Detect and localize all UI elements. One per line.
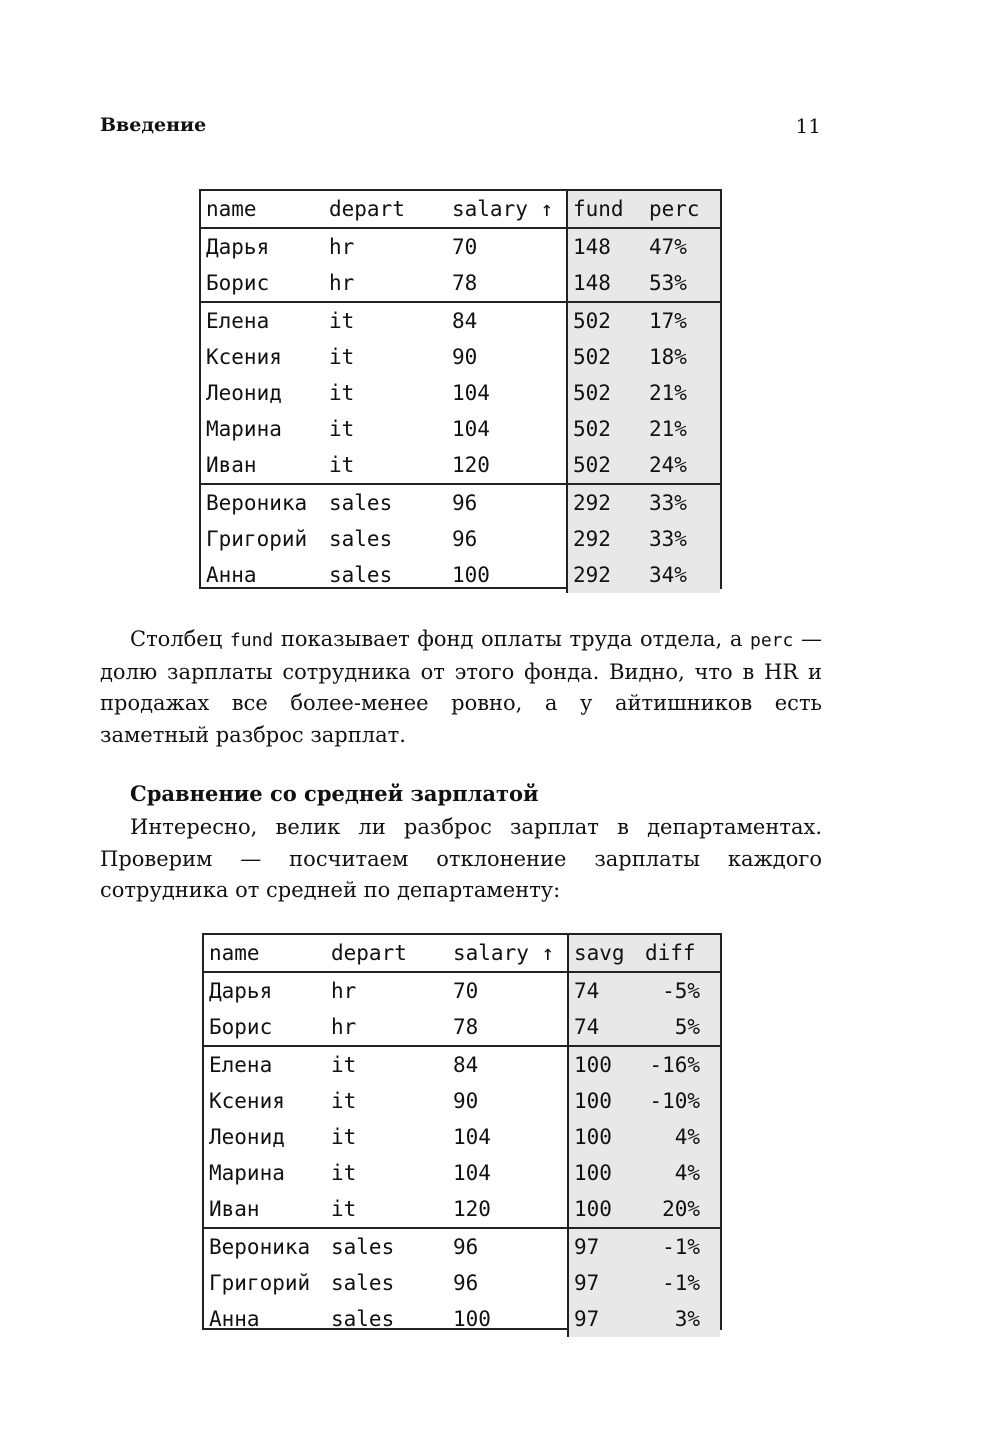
cell-diff: -1%	[640, 1228, 720, 1265]
cell-name: Дарья	[206, 235, 270, 259]
column-header: perc	[644, 191, 720, 228]
cell-savg: 97	[568, 1228, 640, 1265]
cell-depart: hr	[329, 235, 355, 259]
cell-depart: it	[331, 1197, 357, 1221]
cell-salary: 120	[452, 453, 490, 477]
table-row	[201, 484, 720, 521]
cell-name: Борис	[209, 1015, 273, 1039]
cell-salary: 90	[453, 1089, 479, 1113]
cell-savg: 100	[568, 1119, 640, 1155]
table-row	[201, 265, 720, 302]
cell-fund: 502	[567, 447, 644, 484]
cell-fund: 502	[567, 375, 644, 411]
cell-salary: 70	[452, 235, 478, 259]
cell-diff: 5%	[640, 1009, 720, 1046]
column-header: fund	[567, 191, 644, 228]
cell-depart: sales	[331, 1307, 395, 1331]
cell-fund: 292	[567, 521, 644, 557]
column-header: diff	[640, 935, 720, 972]
cell-diff: -10%	[640, 1083, 720, 1119]
cell-depart: it	[329, 345, 355, 369]
cell-savg: 100	[568, 1046, 640, 1083]
table-row	[204, 1046, 720, 1083]
cell-name: Иван	[206, 453, 257, 477]
cell-salary: 96	[447, 484, 567, 521]
cell-perc: 33%	[644, 484, 720, 521]
table-header-row	[201, 191, 720, 228]
cell-name: Григорий	[209, 1271, 311, 1295]
cell-diff: 4%	[640, 1155, 720, 1191]
cell-salary: 78	[453, 1015, 479, 1039]
cell-perc: 53%	[644, 265, 720, 302]
cell-depart: hr	[331, 1015, 357, 1039]
table-row	[201, 557, 720, 593]
cell-savg: 74	[568, 972, 640, 1009]
cell-salary: 104	[453, 1161, 491, 1185]
table-row	[204, 1083, 720, 1119]
cell-perc: 33%	[644, 521, 720, 557]
page-number: 11	[795, 114, 821, 138]
cell-depart: hr	[329, 271, 355, 295]
cell-salary: 96	[452, 527, 478, 551]
table-row	[204, 1191, 720, 1228]
cell-name: Иван	[209, 1197, 260, 1221]
cell-name: Елена	[204, 1046, 326, 1083]
cell-salary: 104	[452, 381, 490, 405]
cell-fund: 148	[567, 228, 644, 265]
inline-code-fund: fund	[229, 630, 274, 651]
cell-name: Анна	[206, 563, 257, 587]
cell-fund: 502	[567, 411, 644, 447]
column-header: depart	[326, 935, 448, 972]
section-paragraph: Интересно, велик ли разброс зарплат в департаментах. Проверим — посчитаем отклонение зарплаты каждого сотрудника от средней по департаменту:	[100, 815, 822, 902]
fund-table-frame	[199, 189, 722, 589]
cell-perc: 21%	[644, 375, 720, 411]
cell-salary: 96	[448, 1228, 568, 1265]
column-header: savg	[568, 935, 640, 972]
inline-code-perc: perc	[749, 630, 794, 651]
column-header: depart	[324, 191, 447, 228]
cell-depart: sales	[331, 1271, 395, 1295]
cell-savg: 97	[568, 1301, 640, 1337]
table-row	[204, 1119, 720, 1155]
cell-savg: 74	[568, 1009, 640, 1046]
column-header: salary ↑	[447, 191, 567, 228]
cell-name: Вероника	[201, 484, 324, 521]
cell-perc: 34%	[644, 557, 720, 593]
table-row	[201, 339, 720, 375]
cell-perc: 24%	[644, 447, 720, 484]
table-row	[201, 447, 720, 484]
cell-depart: sales	[324, 484, 447, 521]
cell-depart: it	[329, 417, 355, 441]
cell-salary: 100	[453, 1307, 491, 1331]
cell-savg: 100	[568, 1083, 640, 1119]
table-row	[201, 521, 720, 557]
table-row	[204, 972, 720, 1009]
cell-salary: 100	[452, 563, 490, 587]
cell-salary: 104	[452, 417, 490, 441]
cell-savg: 97	[568, 1265, 640, 1301]
cell-depart: sales	[329, 563, 393, 587]
cell-savg: 100	[568, 1191, 640, 1228]
cell-depart: sales	[329, 527, 393, 551]
cell-depart: sales	[326, 1228, 448, 1265]
cell-depart: it	[329, 381, 355, 405]
table-row	[201, 375, 720, 411]
savg-table	[204, 935, 720, 1337]
cell-fund: 148	[567, 265, 644, 302]
cell-diff: -5%	[640, 972, 720, 1009]
cell-perc: 21%	[644, 411, 720, 447]
cell-salary: 84	[447, 302, 567, 339]
cell-name: Леонид	[209, 1125, 285, 1149]
section-heading: Сравнение со средней зарплатой	[130, 781, 539, 806]
cell-depart: hr	[331, 979, 357, 1003]
table-row	[201, 228, 720, 265]
cell-name: Ксения	[209, 1089, 285, 1113]
cell-fund: 292	[567, 484, 644, 521]
fund-explanation-paragraph	[100, 624, 822, 751]
table-row	[204, 1009, 720, 1046]
cell-salary: 78	[452, 271, 478, 295]
savg-table-frame	[202, 933, 722, 1330]
cell-name: Марина	[209, 1161, 285, 1185]
fund-table	[201, 191, 720, 593]
cell-diff: 20%	[640, 1191, 720, 1228]
cell-name: Григорий	[206, 527, 308, 551]
cell-depart: it	[331, 1125, 357, 1149]
cell-fund: 292	[567, 557, 644, 593]
cell-fund: 502	[567, 302, 644, 339]
cell-name: Марина	[206, 417, 282, 441]
cell-depart: it	[326, 1046, 448, 1083]
paragraph-text: показывает фонд оплаты труда отдела, а	[273, 627, 750, 651]
cell-perc: 47%	[644, 228, 720, 265]
cell-diff: -16%	[640, 1046, 720, 1083]
cell-perc: 17%	[644, 302, 720, 339]
cell-name: Дарья	[209, 979, 273, 1003]
cell-perc: 18%	[644, 339, 720, 375]
cell-diff: -1%	[640, 1265, 720, 1301]
table-row	[201, 411, 720, 447]
cell-diff: 4%	[640, 1119, 720, 1155]
cell-name: Анна	[209, 1307, 260, 1331]
cell-salary: 104	[453, 1125, 491, 1149]
cell-diff: 3%	[640, 1301, 720, 1337]
column-header: name	[204, 935, 326, 972]
paragraph-text: — долю зарплаты сотрудника от этого фонда. Видно, что в HR и продажах все более-менее ровно, а у айтишников есть заметный разброс зарплат.	[100, 627, 822, 747]
table-row	[204, 1265, 720, 1301]
cell-name: Елена	[201, 302, 324, 339]
cell-depart: it	[329, 453, 355, 477]
table-row	[201, 302, 720, 339]
column-header: name	[201, 191, 324, 228]
cell-salary: 120	[453, 1197, 491, 1221]
cell-depart: it	[331, 1089, 357, 1113]
running-title: Введение	[100, 114, 207, 136]
cell-depart: it	[324, 302, 447, 339]
paragraph-text: Столбец	[130, 627, 230, 651]
column-header: salary ↑	[448, 935, 568, 972]
cell-name: Ксения	[206, 345, 282, 369]
cell-salary: 90	[452, 345, 478, 369]
table-row	[204, 1228, 720, 1265]
cell-depart: it	[331, 1161, 357, 1185]
cell-fund: 502	[567, 339, 644, 375]
table-header-row	[204, 935, 720, 972]
cell-savg: 100	[568, 1155, 640, 1191]
table-row	[204, 1155, 720, 1191]
cell-salary: 84	[448, 1046, 568, 1083]
cell-salary: 96	[453, 1271, 479, 1295]
cell-name: Вероника	[204, 1228, 326, 1265]
table-row	[204, 1301, 720, 1337]
cell-salary: 70	[453, 979, 479, 1003]
cell-name: Леонид	[206, 381, 282, 405]
cell-name: Борис	[206, 271, 270, 295]
